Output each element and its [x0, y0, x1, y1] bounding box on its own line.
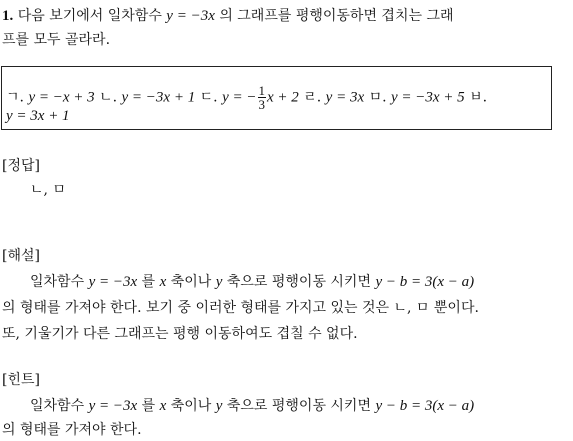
- explanation-line-2: 의 형태를 가져야 한다. 보기 중 이러한 형태를 가지고 있는 것은 ㄴ, ㅁ 뿐이다.: [2, 300, 479, 316]
- problem-text-a: 다음 보기에서 일차함수: [17, 8, 162, 24]
- answer-text: ㄴ, ㅁ: [30, 182, 66, 198]
- problem-text-b: 의 그래프를 평행이동하면 겹치는 그래: [219, 8, 454, 24]
- explanation-line-1: [30, 272, 474, 292]
- problem-line-1: [2, 6, 454, 26]
- problem-text-c: 프를 모두 골라라.: [2, 32, 111, 48]
- explanation-text-b: 를: [141, 274, 156, 290]
- option-d-label: ㄹ.: [303, 89, 322, 106]
- option-b-label: ㄴ.: [99, 89, 118, 106]
- explanation-text-a: 일차함수: [30, 274, 85, 290]
- option-b-equation: y = −3x + 1: [121, 89, 196, 106]
- hint-var-y: y: [215, 398, 223, 414]
- option-c-equation-pre: y = −: [222, 89, 257, 106]
- option-c-label: ㄷ.: [199, 89, 218, 106]
- hint-var-x: x: [159, 398, 167, 414]
- hint-line-2: 의 형태를 가져야 한다.: [2, 422, 142, 438]
- hint-equation-1: y = −3x: [88, 398, 138, 414]
- hint-text-a: 일차함수: [30, 398, 85, 414]
- option-e-equation: y = −3x + 5: [391, 89, 465, 106]
- explanation-line-3: 또, 기울기가 다른 그래프는 평행 이동하여도 겹칠 수 없다.: [2, 326, 358, 342]
- fraction-denominator: 3: [258, 97, 265, 112]
- answer-heading: [정답]: [2, 158, 40, 174]
- problem-equation: y = −3x: [166, 8, 215, 24]
- explanation-text-d: 축으로 평행이동 시키면: [226, 274, 371, 290]
- hint-text-b: 를: [141, 398, 156, 414]
- hint-equation-2: y − b = 3(x − a): [375, 398, 475, 414]
- problem-line-2: [2, 30, 110, 50]
- option-a-equation: y = −x + 3: [28, 89, 95, 106]
- explanation-equation-1: y = −3x: [88, 274, 138, 290]
- options-line-2: [6, 106, 70, 126]
- hint-line-1: [30, 396, 474, 416]
- option-c-fraction: [258, 84, 267, 111]
- explanation-var-x: x: [159, 274, 167, 290]
- option-d-equation: y = 3x: [325, 89, 365, 106]
- hint-heading: [힌트]: [2, 372, 40, 388]
- explanation-var-y: y: [215, 274, 223, 290]
- explanation-equation-2: y − b = 3(x − a): [375, 274, 475, 290]
- option-a-label: ㄱ.: [6, 89, 24, 106]
- options-line-1: [6, 84, 487, 111]
- option-e-label: ㅁ.: [368, 89, 387, 106]
- option-f-equation: y = 3x + 1: [6, 108, 70, 124]
- explanation-heading: [해설]: [2, 248, 40, 264]
- problem-number: 1.: [2, 8, 14, 24]
- explanation-text-c: 축이나: [170, 274, 212, 290]
- hint-text-c: 축이나: [170, 398, 212, 414]
- option-f-label: ㅂ.: [469, 89, 488, 106]
- fraction-numerator: 1: [258, 83, 265, 98]
- hint-text-d: 축으로 평행이동 시키면: [226, 398, 371, 414]
- option-c-equation-post: x + 2: [267, 89, 299, 106]
